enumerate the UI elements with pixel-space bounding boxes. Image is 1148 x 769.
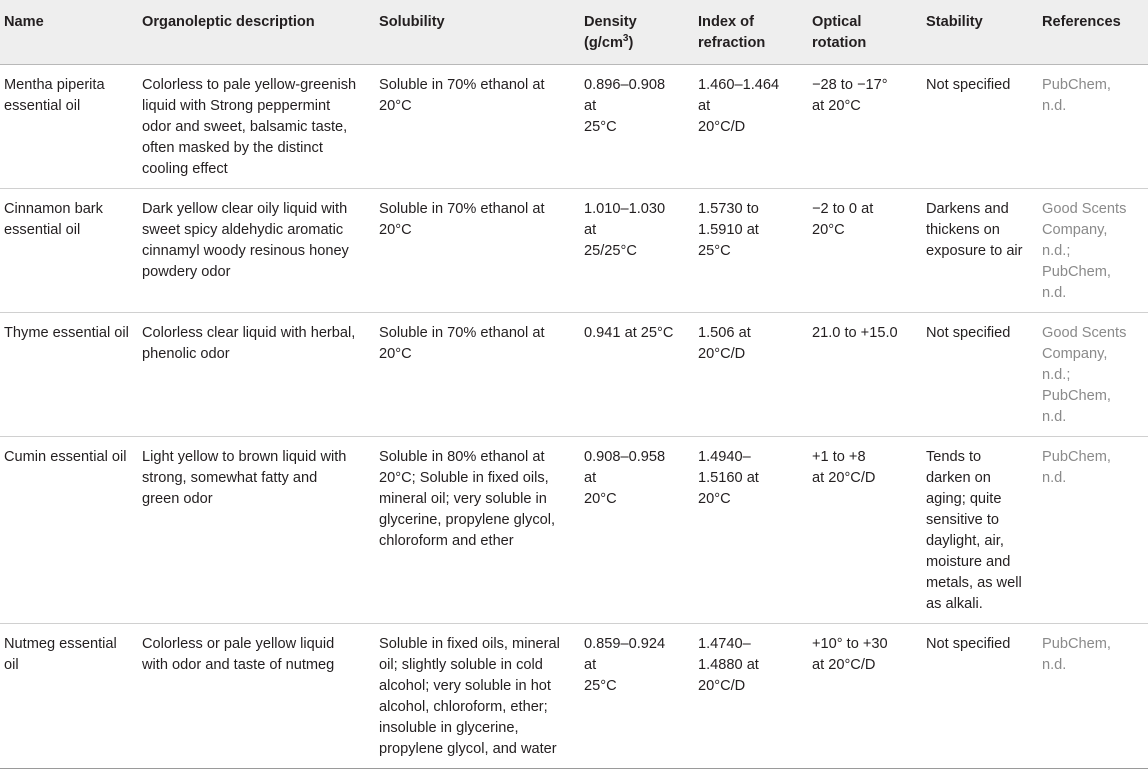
header-references: References [1042,14,1121,30]
cell-solubility: Soluble in 70% ethanol at 20°C [379,325,545,362]
cell-refraction: 1.506 at 20°C/D [698,325,751,362]
cell-refraction: 1.4940– 1.5160 at 20°C [698,449,759,507]
cell-name: Cumin essential oil [4,449,127,465]
cell-references: PubChem, n.d. [1042,449,1111,486]
cell-refraction: 1.5730 to 1.5910 at 25°C [698,201,759,259]
cell-density: 1.010–1.030 at 25/25°C [584,201,666,259]
cell-organoleptic: Colorless or pale yellow liquid with odor and taste of nutmeg [142,636,335,673]
cell-optical-rotation: +10° to +30 at 20°C/D [812,636,888,673]
cell-refraction: 1.4740– 1.4880 at 20°C/D [698,636,759,694]
header-optical-rotation: Optical rotation [812,14,867,51]
cell-density: 0.941 at 25°C [584,325,674,341]
table-row [0,624,1148,769]
cell-stability: Not specified [926,325,1011,341]
cell-name: Cinnamon bark essential oil [4,201,103,238]
header-density [580,0,694,65]
cell-references: PubChem, n.d. [1042,77,1111,114]
cell-optical-rotation: +1 to +8 at 20°C/D [812,449,876,486]
header-organoleptic: Organoleptic description [142,14,315,30]
cell-organoleptic: Colorless to pale yellow-greenish liquid with Strong peppermint odor and sweet, balsamic taste, often masked by the distinct cooling effect [142,77,357,177]
header-name: Name [4,14,44,30]
header-density-close: ) [628,35,634,51]
cell-solubility: Soluble in 80% ethanol at 20°C; Soluble in fixed oils, mineral oil; very soluble in glycerine, propylene glycol, chloroform and ether [379,449,556,549]
table-row [0,437,1148,624]
cell-solubility: Soluble in 70% ethanol at 20°C [379,201,545,238]
cell-references: Good Scents Company, n.d.; PubChem, n.d. [1042,201,1127,301]
cell-stability: Not specified [926,636,1011,652]
cell-organoleptic: Dark yellow clear oily liquid with sweet spicy aldehydic aromatic cinnamyl woody resinous honey powdery odor [142,201,349,280]
cell-name: Thyme essential oil [4,325,129,341]
cell-organoleptic: Light yellow to brown liquid with strong, somewhat fatty and green odor [142,449,347,507]
cell-solubility: Soluble in fixed oils, mineral oil; slightly soluble in cold alcohol; very soluble in hot alcohol, chloroform, ether; insoluble in glycerine, propylene glycol, and water [379,636,560,757]
cell-stability: Tends to darken on aging; quite sensitive to daylight, air, moisture and metals, as well as alkali. [926,449,1022,612]
cell-density: 0.908–0.958 at 20°C [584,449,666,507]
table-row [0,313,1148,437]
cell-optical-rotation: −28 to −17° at 20°C [812,77,888,114]
header-refraction: Index of refraction [698,14,766,51]
cell-references: Good Scents Company, n.d.; PubChem, n.d. [1042,325,1127,425]
cell-organoleptic: Colorless clear liquid with herbal, phenolic odor [142,325,356,362]
cell-optical-rotation: −2 to 0 at 20°C [812,201,874,238]
table-row [0,65,1148,189]
cell-stability: Darkens and thickens on exposure to air [926,201,1023,259]
header-stability: Stability [926,14,983,30]
header-density-exponent: 3 [622,33,629,45]
cell-name: Nutmeg essential oil [4,636,117,673]
cell-density: 0.896–0.908 at 25°C [584,77,666,135]
cell-references: PubChem, n.d. [1042,636,1111,673]
table-row [0,189,1148,313]
cell-density: 0.859–0.924 at 25°C [584,636,666,694]
cell-optical-rotation: 21.0 to +15.0 [812,325,898,341]
header-density-label: Density (g/cm [584,14,637,51]
cell-stability: Not specified [926,77,1011,93]
cell-refraction: 1.460–1.464 at 20°C/D [698,77,780,135]
cell-name: Mentha piperita essential oil [4,77,105,114]
header-solubility: Solubility [379,14,445,30]
cell-solubility: Soluble in 70% ethanol at 20°C [379,77,545,114]
header-row [0,0,1148,65]
